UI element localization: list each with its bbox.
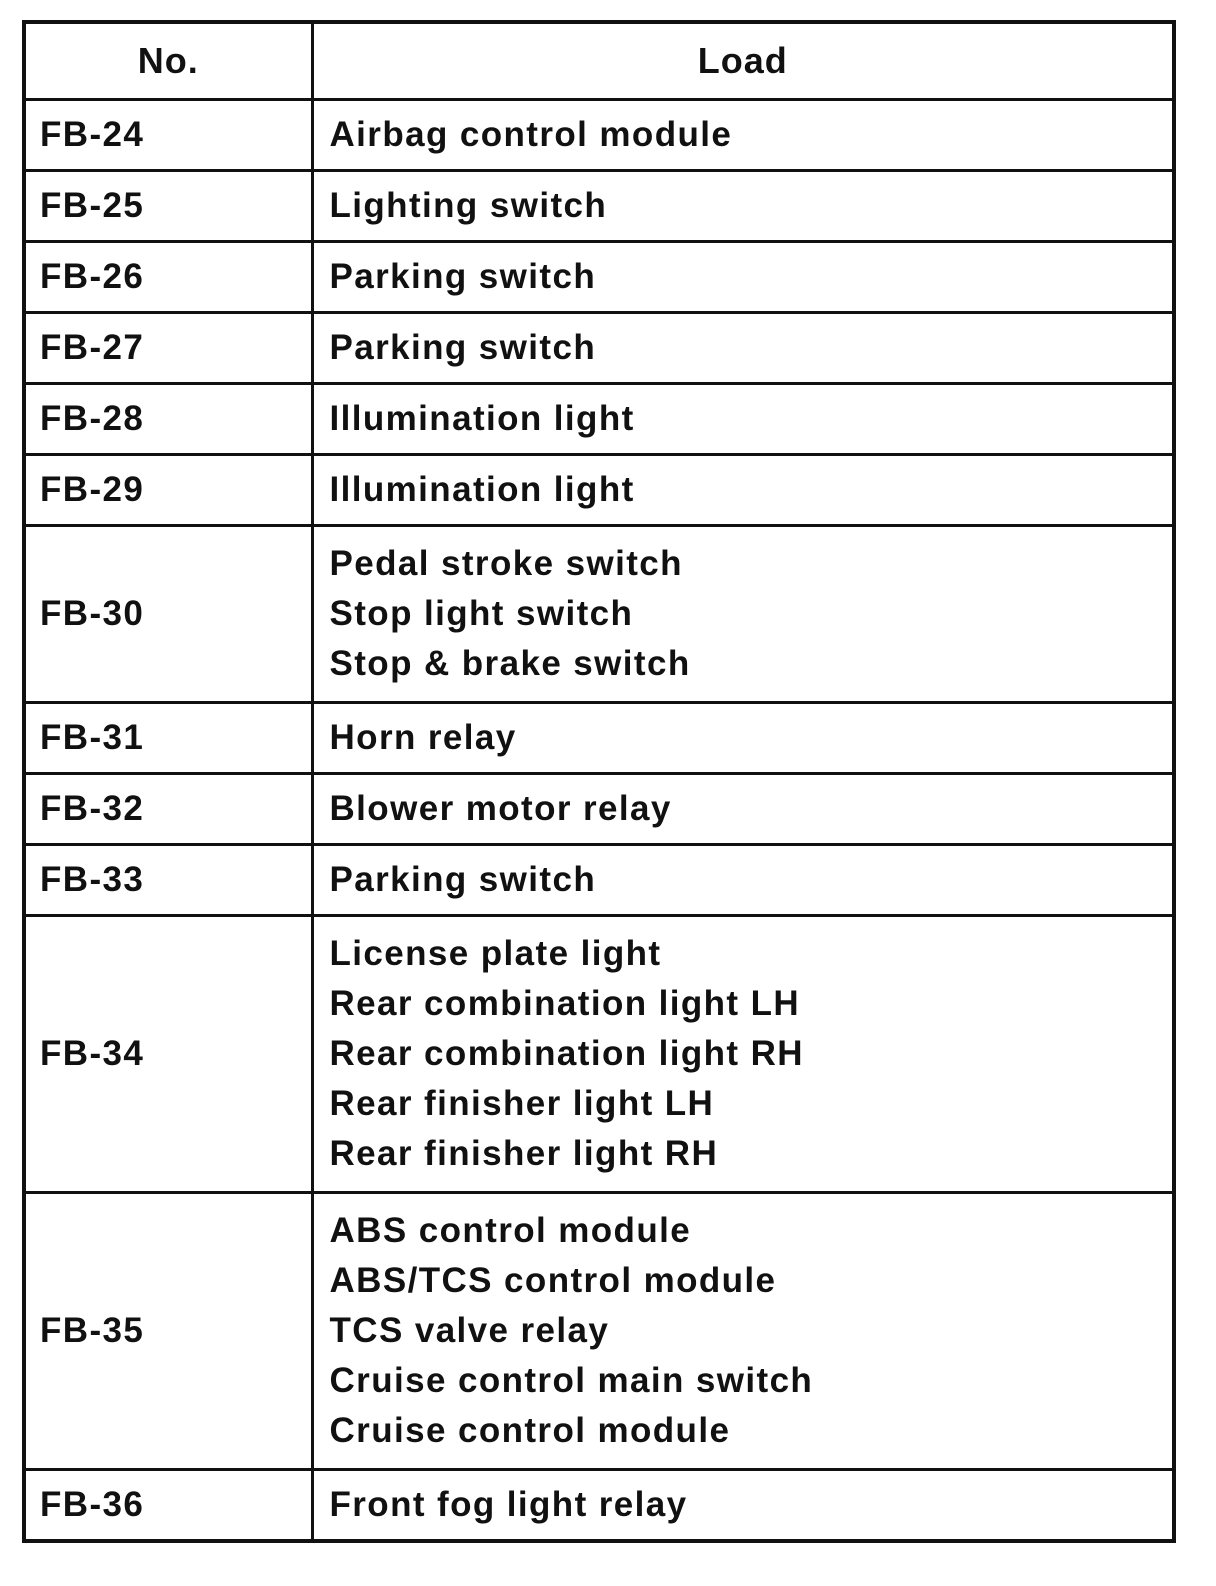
table-row — [24, 171, 1174, 242]
load-item: Illumination light — [329, 399, 635, 438]
table-row — [24, 916, 1174, 1193]
load-cell — [312, 774, 1174, 845]
fuse-number-cell: FB-24 — [24, 100, 312, 171]
fuse-number-cell: FB-25 — [24, 171, 312, 242]
load-cell — [312, 703, 1174, 774]
load-cell — [312, 845, 1174, 916]
load-cell — [312, 100, 1174, 171]
load-item: Airbag control module — [329, 115, 733, 154]
table-row — [24, 313, 1174, 384]
load-item: Front fog light relay — [329, 1485, 688, 1524]
load-cell — [312, 171, 1174, 242]
table-body — [24, 100, 1174, 1542]
load-item: Cruise control main switch — [329, 1361, 814, 1400]
load-item: Rear combination light LH — [329, 984, 801, 1023]
load-item: Illumination light — [329, 470, 635, 509]
table-row — [24, 703, 1174, 774]
fuse-number-cell: FB-31 — [24, 703, 312, 774]
load-cell — [312, 384, 1174, 455]
load-item: Pedal stroke switch — [329, 544, 683, 583]
load-item: Parking switch — [329, 860, 597, 899]
load-item: Blower motor relay — [329, 789, 672, 828]
load-item: Rear combination light RH — [329, 1034, 804, 1073]
load-cell — [312, 313, 1174, 384]
header-load: Load — [312, 22, 1174, 100]
load-cell — [312, 526, 1174, 703]
header-no: No. — [24, 22, 312, 100]
load-cell — [312, 1470, 1174, 1542]
load-item: ABS/TCS control module — [329, 1261, 777, 1300]
load-item: Parking switch — [329, 257, 597, 296]
load-cell — [312, 242, 1174, 313]
load-item: ABS control module — [329, 1211, 692, 1250]
fuse-number-cell: FB-28 — [24, 384, 312, 455]
table-row — [24, 242, 1174, 313]
load-item: Cruise control module — [329, 1411, 731, 1450]
load-item: TCS valve relay — [329, 1311, 610, 1350]
table-row — [24, 384, 1174, 455]
load-item: Rear finisher light RH — [329, 1134, 719, 1173]
load-item: Parking switch — [329, 328, 597, 367]
load-cell — [312, 1193, 1174, 1470]
table-header — [24, 22, 1174, 100]
load-item: Rear finisher light LH — [329, 1084, 715, 1123]
table-row — [24, 526, 1174, 703]
load-item: License plate light — [329, 934, 662, 973]
fuse-number-cell: FB-30 — [24, 526, 312, 703]
table-row — [24, 845, 1174, 916]
fuse-number-cell: FB-32 — [24, 774, 312, 845]
fuse-number-cell: FB-29 — [24, 455, 312, 526]
fuse-load-table — [22, 20, 1176, 1543]
fuse-number-cell: FB-27 — [24, 313, 312, 384]
load-cell — [312, 455, 1174, 526]
load-item: Lighting switch — [329, 186, 608, 225]
header-row — [24, 22, 1174, 100]
fuse-number-cell: FB-26 — [24, 242, 312, 313]
fuse-number-cell: FB-35 — [24, 1193, 312, 1470]
table-row — [24, 455, 1174, 526]
load-item: Horn relay — [329, 718, 517, 757]
load-item: Stop & brake switch — [329, 644, 691, 683]
table-row — [24, 1470, 1174, 1542]
table-row — [24, 774, 1174, 845]
table-row — [24, 100, 1174, 171]
fuse-number-cell: FB-36 — [24, 1470, 312, 1542]
fuse-number-cell: FB-33 — [24, 845, 312, 916]
table-row — [24, 1193, 1174, 1470]
load-item: Stop light switch — [329, 594, 634, 633]
fuse-number-cell: FB-34 — [24, 916, 312, 1193]
load-cell — [312, 916, 1174, 1193]
